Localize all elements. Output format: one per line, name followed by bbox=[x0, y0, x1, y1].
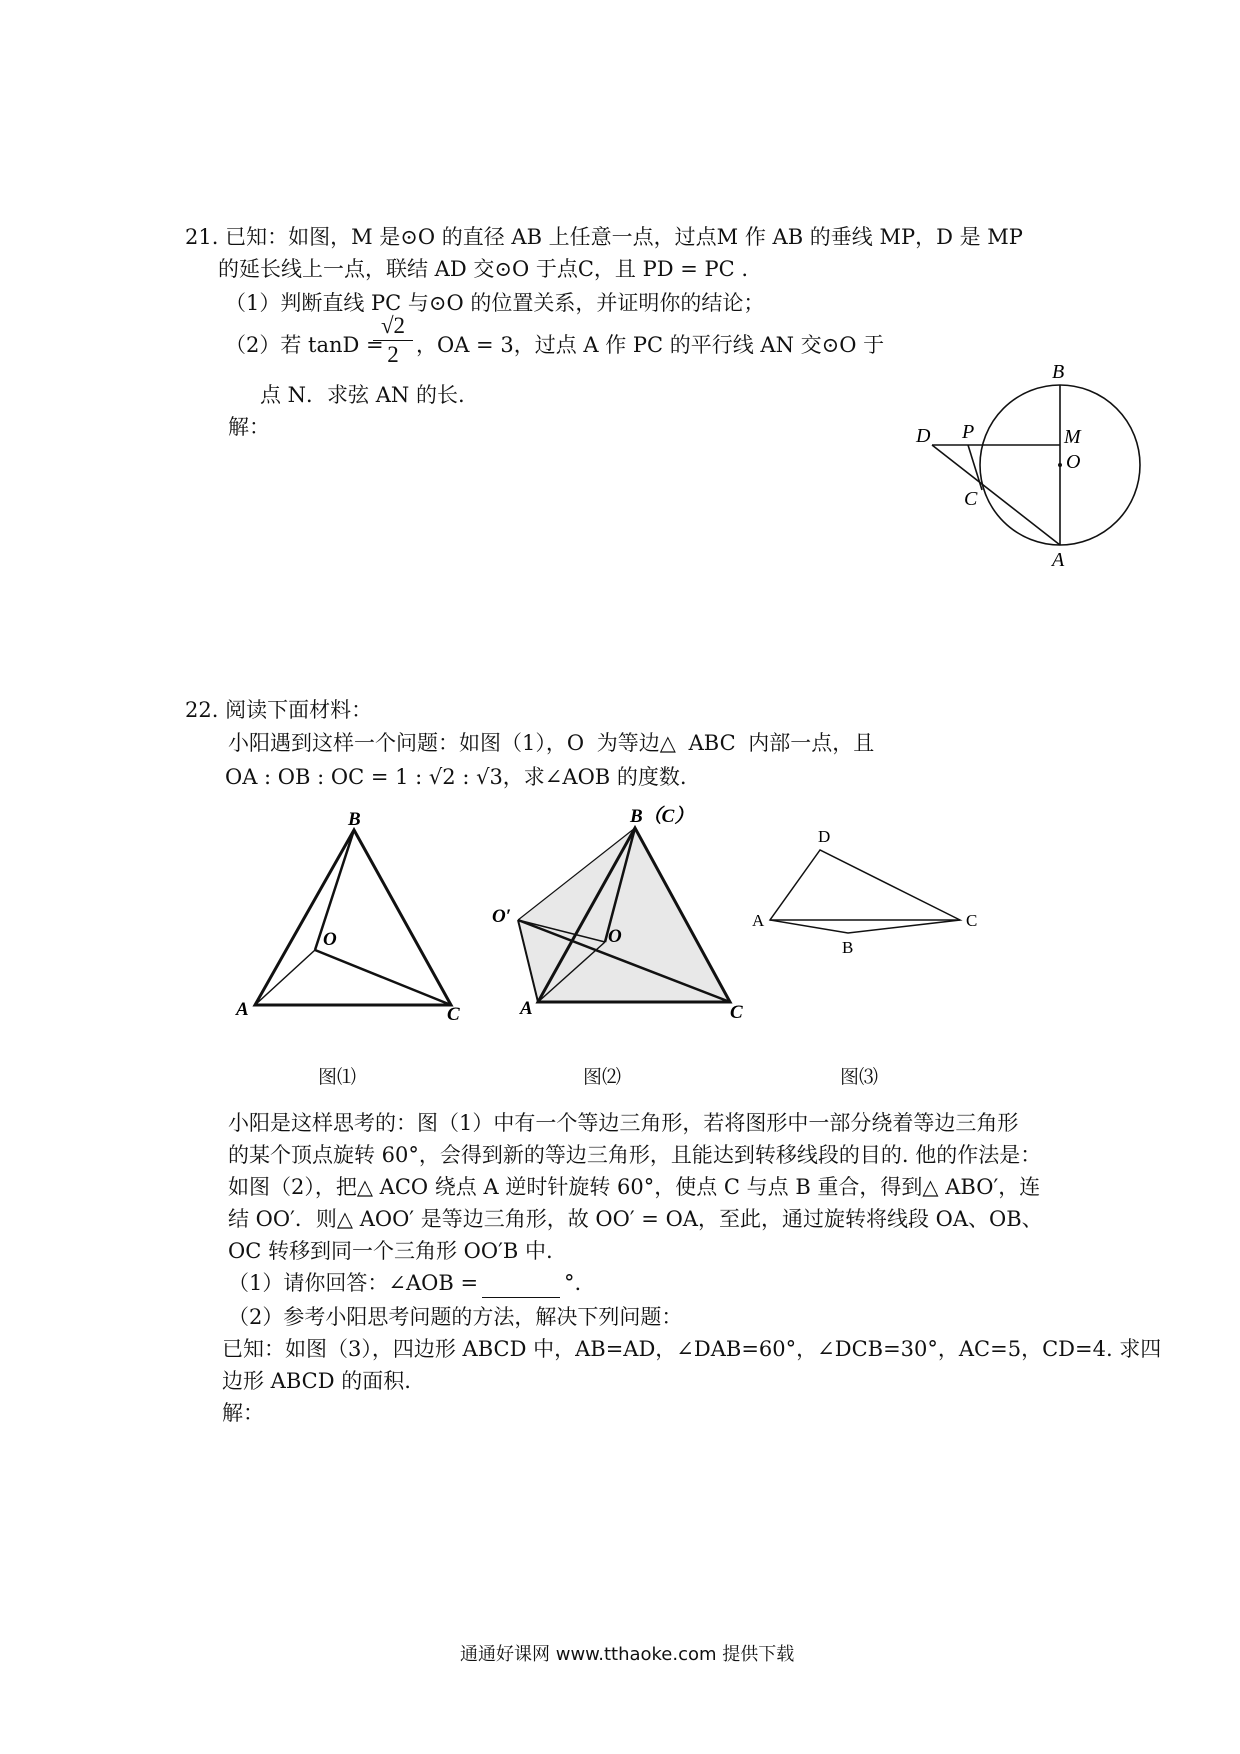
label-o: O bbox=[1066, 451, 1081, 473]
degree-mark: °. bbox=[564, 1271, 582, 1295]
q22-figure-3 bbox=[740, 820, 1000, 960]
caption-figure-3: 图⑶ bbox=[840, 1066, 879, 1088]
q22-figure-2 bbox=[490, 800, 760, 1030]
answer-blank[interactable] bbox=[482, 1275, 560, 1298]
q22-para-3: 如图（2），把△ ACO 绕点 A 逆时针旋转 60°，使点 C 与点 B 重合，得到△ ABO′，连 bbox=[228, 1175, 1041, 1199]
page-footer: 通通好课网 www.tthaoke.com 提供下载 bbox=[460, 1644, 795, 1665]
fig2-label-a: A bbox=[520, 998, 533, 1019]
q21-line-4b: ，OA = 3，过点 A 作 PC 的平行线 AN 交⊙O 于 bbox=[416, 333, 885, 357]
q21-line-2: 的延长线上一点，联结 AD 交⊙O 于点C，且 PD = PC . bbox=[218, 257, 749, 281]
q22-para-2: 的某个顶点旋转 60°，会得到新的等边三角形，且能达到转移线段的目的. 他的作法是： bbox=[228, 1143, 1042, 1167]
q21-line-5: 点 N．求弦 AN 的长. bbox=[260, 383, 465, 407]
q21-line-3: （1）判断直线 PC 与⊙O 的位置关系，并证明你的结论； bbox=[225, 291, 765, 315]
fig3-label-b: B bbox=[842, 938, 854, 957]
fig1-label-c: C bbox=[447, 1004, 460, 1025]
fig2-label-o1: O′ bbox=[492, 906, 512, 927]
q22-para-9: 边形 ABCD 的面积. bbox=[222, 1369, 411, 1393]
line-da bbox=[932, 445, 1060, 545]
fig3-label-a: A bbox=[752, 911, 765, 930]
fig2-label-b: B（C） bbox=[630, 806, 694, 827]
caption-figure-2: 图⑵ bbox=[583, 1066, 622, 1088]
q21-line-6: 解： bbox=[228, 415, 270, 439]
label-d: D bbox=[916, 425, 931, 447]
shaded-region bbox=[518, 828, 730, 1002]
q22-para-4: 结 OO′．则△ AOO′ 是等边三角形，故 OO′ = OA，至此，通过旋转将线段 OA、OB、 bbox=[228, 1207, 1043, 1231]
caption-figure-1: 图⑴ bbox=[318, 1066, 357, 1088]
q22-line-1: 22. 阅读下面材料： bbox=[185, 698, 373, 722]
label-a: A bbox=[1052, 549, 1065, 571]
q22-answer-line bbox=[228, 1268, 581, 1298]
label-p: P bbox=[962, 421, 975, 443]
label-c: C bbox=[964, 488, 978, 510]
q22-para-10: 解： bbox=[222, 1401, 264, 1425]
label-b: B bbox=[1052, 361, 1065, 383]
fig2-label-o: O bbox=[608, 926, 622, 947]
center-dot bbox=[1058, 463, 1062, 467]
fig2-label-c: C bbox=[730, 1002, 743, 1023]
label-m: M bbox=[1064, 426, 1081, 448]
q21-circle-figure bbox=[900, 360, 1160, 580]
q22-para-1: 小阳是这样思考的：图（1）中有一个等边三角形，若将图形中一部分绕着等边三角形 bbox=[228, 1111, 1019, 1135]
fig1-label-o: O bbox=[323, 929, 337, 950]
segment-oa bbox=[255, 950, 315, 1005]
q22-line-3: OA : OB : OC = 1 : √2 : √3，求∠AOB 的度数. bbox=[225, 765, 687, 789]
q22-answer-prompt: （1）请你回答：∠AOB = bbox=[228, 1271, 479, 1295]
q22-line-2: 小阳遇到这样一个问题：如图（1），O 为等边△ ABC 内部一点，且 bbox=[228, 731, 875, 755]
fig3-label-d: D bbox=[818, 827, 831, 846]
q22-figure-1 bbox=[230, 805, 470, 1030]
q21-fraction bbox=[373, 312, 413, 369]
q22-para-5: OC 转移到同一个三角形 OO′B 中. bbox=[228, 1239, 553, 1263]
fig1-label-b: B bbox=[348, 809, 361, 830]
q22-para-8: 已知：如图（3），四边形 ABCD 中，AB=AD，∠DAB=60°，∠DCB=30°，AC=5，CD=4. 求四 bbox=[222, 1337, 1162, 1361]
q21-line-1: 21. 已知：如图，M 是⊙O 的直径 AB 上任意一点，过点M 作 AB 的垂线 MP，D 是 MP bbox=[185, 225, 1023, 249]
fraction-denominator: 2 bbox=[387, 342, 399, 367]
fig3-label-c: C bbox=[966, 911, 978, 930]
q22-para-7: （2）参考小阳思考问题的方法，解决下列问题： bbox=[228, 1305, 683, 1329]
q21-line-4a: （2）若 tanD = bbox=[225, 333, 384, 357]
fig1-label-a: A bbox=[236, 999, 249, 1020]
fraction-numerator: √2 bbox=[373, 312, 413, 341]
segment-oc bbox=[315, 950, 451, 1005]
